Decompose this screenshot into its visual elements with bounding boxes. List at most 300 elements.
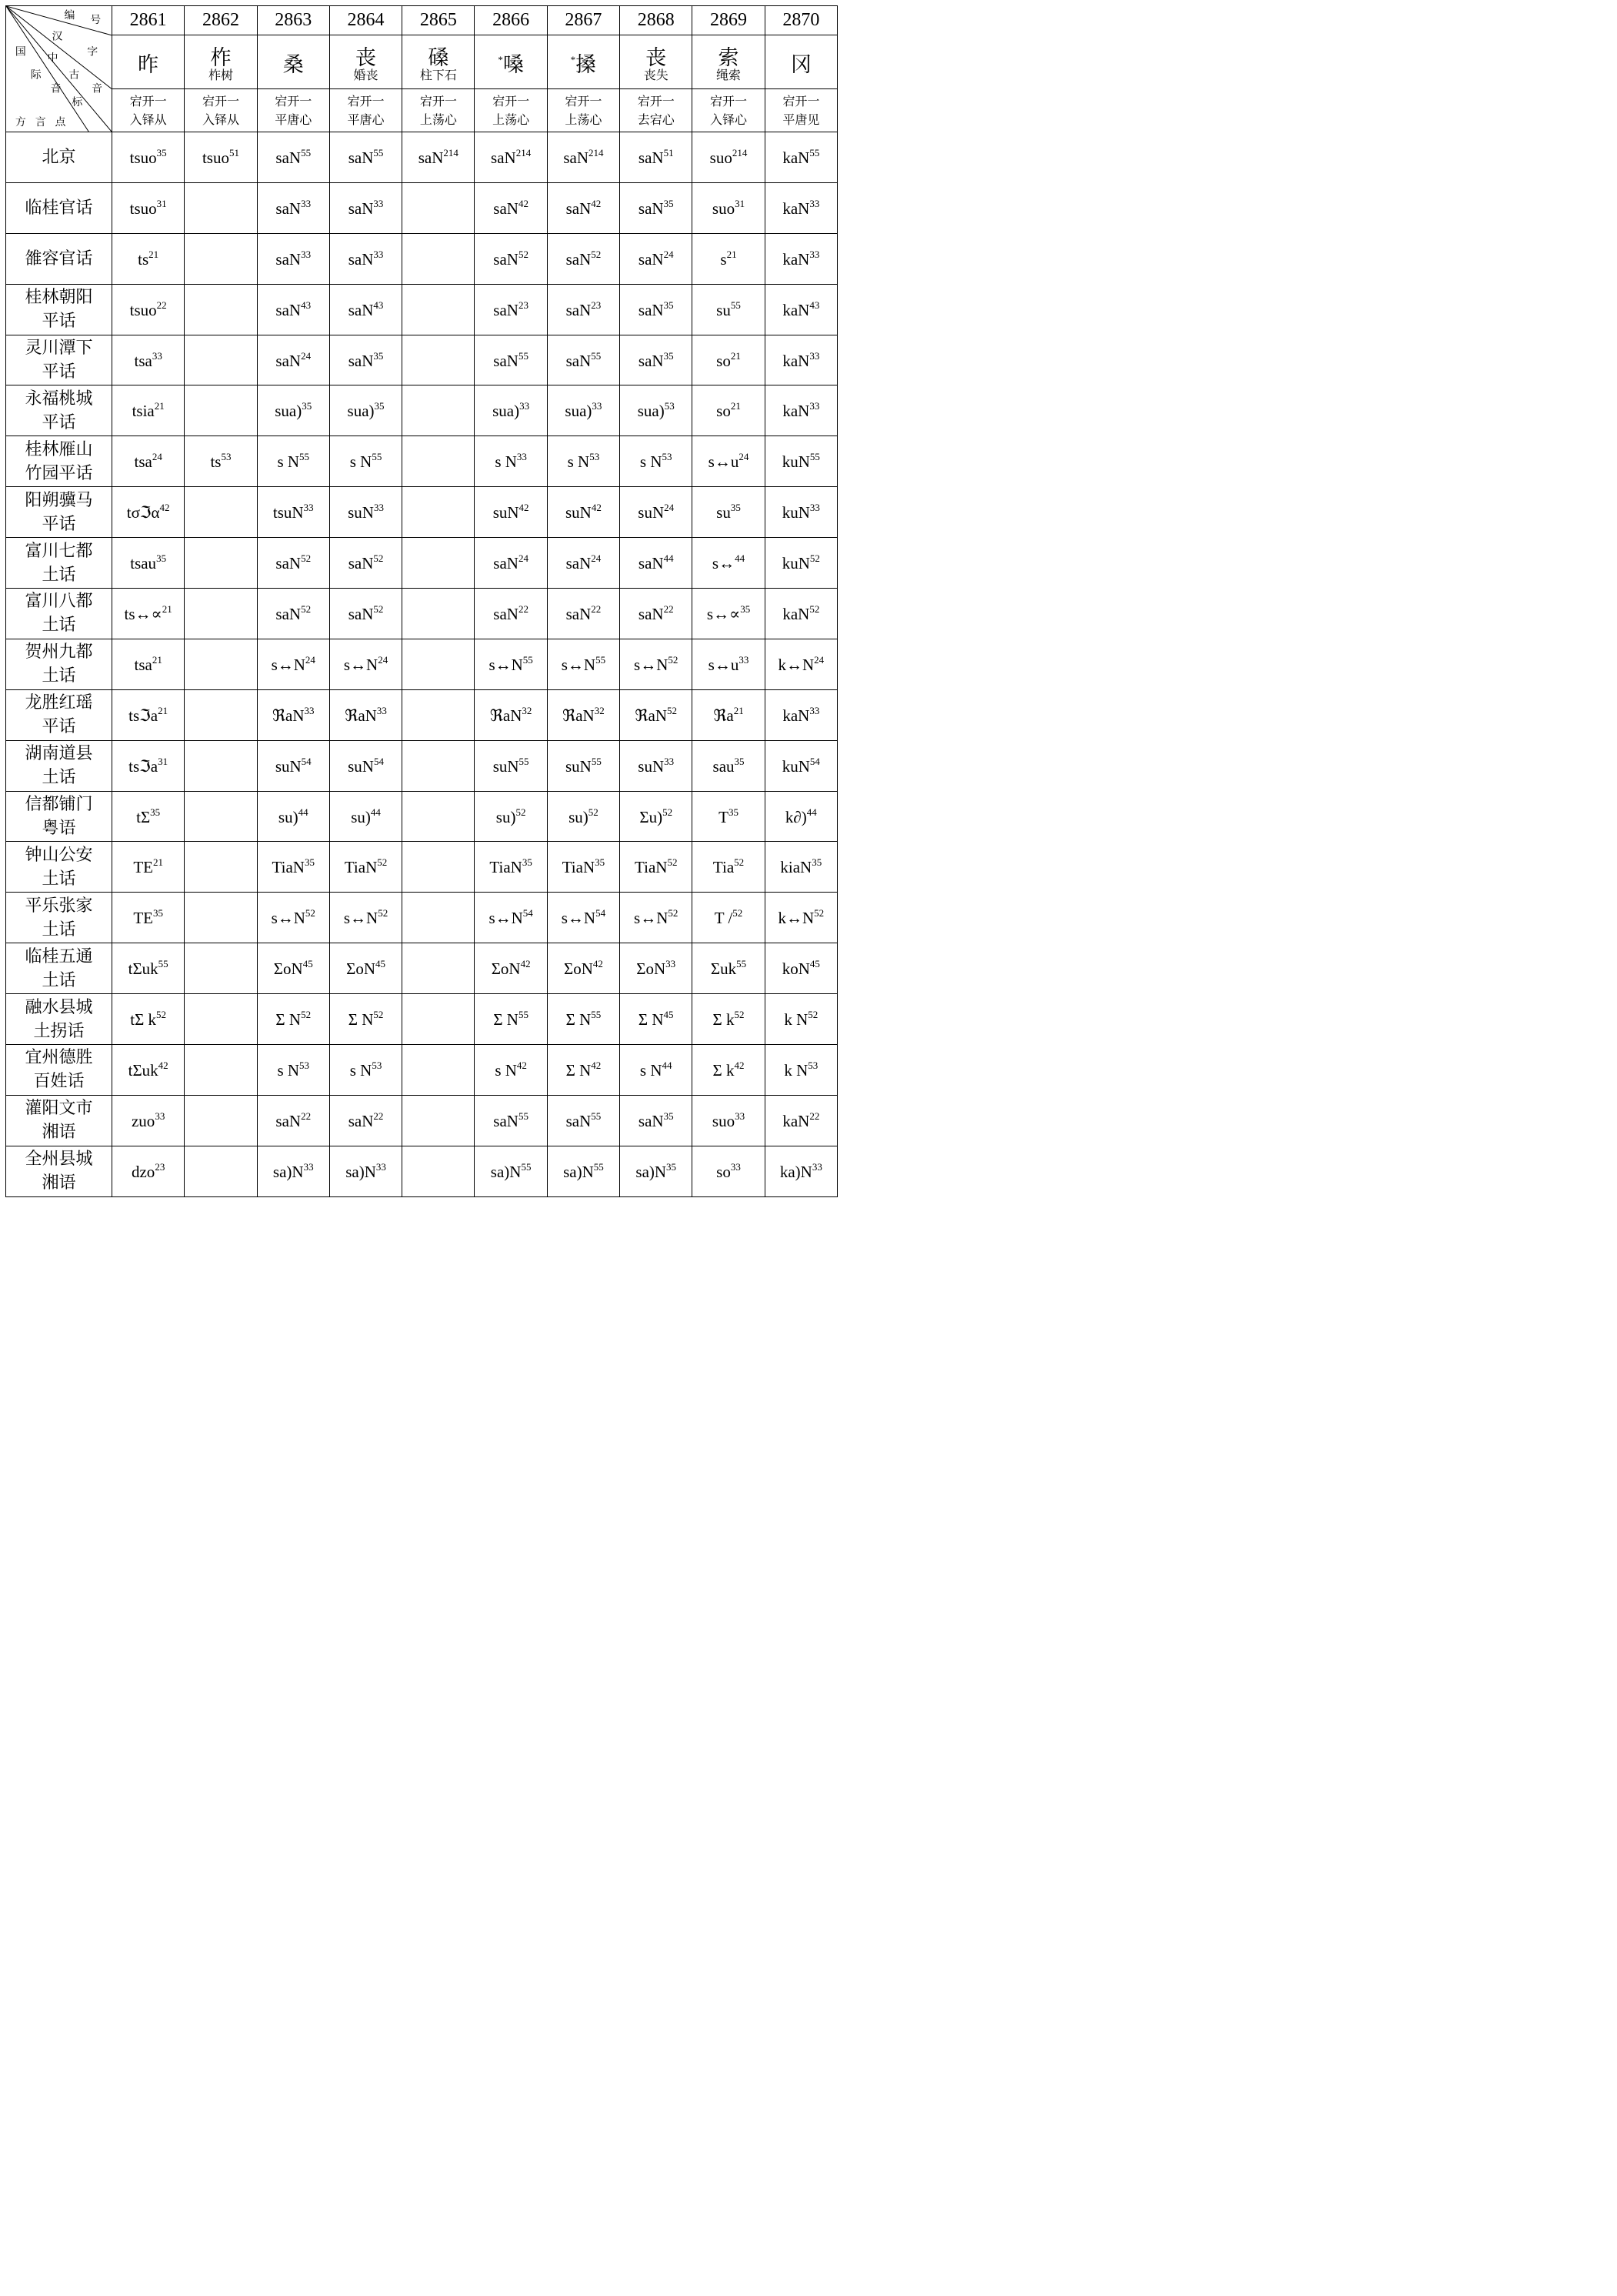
tone-number: 55 xyxy=(591,1110,602,1122)
pronunciation-cell xyxy=(765,538,837,589)
tone-number: 33 xyxy=(373,248,384,260)
pronunciation-cell xyxy=(329,385,402,436)
middle-chinese-line: 宕开一 xyxy=(565,93,602,108)
pronunciation-text: tsuo xyxy=(129,199,157,218)
middle-chinese-category xyxy=(185,89,257,132)
middle-chinese-line: 平唐见 xyxy=(782,112,820,127)
pronunciation-cell xyxy=(402,639,475,689)
pronunciation-text: saN xyxy=(493,554,518,573)
dialect-location-line: 北京 xyxy=(42,147,76,167)
pronunciation-cell xyxy=(402,284,475,335)
tone-number: 21 xyxy=(730,400,741,412)
pronunciation-cell xyxy=(475,132,547,183)
pronunciation-text: TiaN xyxy=(635,858,668,877)
tone-number: 33 xyxy=(809,248,820,260)
tone-number: 35 xyxy=(302,400,312,412)
pronunciation-text: s N xyxy=(639,1060,662,1080)
dialect-location xyxy=(6,1146,112,1196)
pronunciation-cell xyxy=(257,1045,329,1096)
pronunciation-cell xyxy=(475,182,547,233)
pronunciation-cell xyxy=(765,589,837,639)
tone-number: 55 xyxy=(591,1009,602,1021)
pronunciation-cell xyxy=(185,487,257,538)
pronunciation-cell xyxy=(402,538,475,589)
column-number-text: 2866 xyxy=(492,10,530,30)
pronunciation-cell xyxy=(185,994,257,1045)
table-row xyxy=(6,132,838,183)
pronunciation-text: kuN xyxy=(782,756,810,776)
pronunciation-cell xyxy=(475,1095,547,1146)
table-row xyxy=(6,842,838,893)
tone-number: 33 xyxy=(809,197,820,209)
tone-number: 24 xyxy=(663,248,674,260)
column-number-text: 2870 xyxy=(782,10,820,30)
character-glyph xyxy=(112,49,184,75)
middle-chinese-category xyxy=(257,89,329,132)
tone-number: 23 xyxy=(591,299,602,311)
pronunciation-cell xyxy=(402,1095,475,1146)
pronunciation-cell xyxy=(547,943,619,994)
dialect-location-line: 土话 xyxy=(42,565,76,585)
pronunciation-cell xyxy=(475,385,547,436)
pronunciation-text: suo xyxy=(712,199,735,218)
pronunciation-text: saN xyxy=(565,351,592,370)
pronunciation-cell xyxy=(112,893,185,943)
pronunciation-text: ka)N xyxy=(779,1162,812,1181)
column-number-text: 2865 xyxy=(419,10,457,30)
tone-number: 44 xyxy=(735,552,745,565)
pronunciation-text: ts xyxy=(138,249,149,269)
pronunciation-cell xyxy=(329,182,402,233)
pronunciation-cell xyxy=(620,589,692,639)
pronunciation-cell xyxy=(329,436,402,487)
corner-label: 字 xyxy=(87,45,98,58)
pronunciation-cell xyxy=(257,689,329,740)
pronunciation-text: ℜaN xyxy=(345,706,377,725)
corner-label: 编 xyxy=(64,8,75,22)
pronunciation-text: tsuo xyxy=(202,148,229,167)
table-row xyxy=(6,893,838,943)
pronunciation-cell xyxy=(185,740,257,791)
pronunciation-cell xyxy=(185,132,257,183)
dialect-location xyxy=(6,538,112,589)
pronunciation-text: suo xyxy=(712,1111,735,1130)
column-number xyxy=(620,6,692,35)
pronunciation-text: koN xyxy=(782,959,810,979)
pronunciation-text: saN xyxy=(565,1111,592,1130)
pronunciation-cell xyxy=(765,132,837,183)
corner-label: 标 xyxy=(72,96,83,109)
tone-number: 52 xyxy=(378,907,388,919)
pronunciation-cell xyxy=(692,335,765,385)
pronunciation-cell xyxy=(620,943,692,994)
pronunciation-text: so xyxy=(716,351,731,370)
tone-number: 42 xyxy=(159,502,170,514)
pronunciation-text: ΣoN xyxy=(273,959,303,979)
pronunciation-cell xyxy=(620,182,692,233)
tone-number: 53 xyxy=(299,1059,310,1071)
pronunciation-cell xyxy=(547,1095,619,1146)
tone-number: 33 xyxy=(812,1160,822,1173)
table-row xyxy=(6,436,838,487)
tone-number: 54 xyxy=(373,755,384,767)
tone-number: 22 xyxy=(663,602,674,615)
pronunciation-cell xyxy=(692,842,765,893)
tone-number: 22 xyxy=(156,299,167,311)
pronunciation-cell xyxy=(547,791,619,842)
column-number xyxy=(329,6,402,35)
pronunciation-cell xyxy=(620,639,692,689)
pronunciation-cell xyxy=(475,284,547,335)
pronunciation-text: tsau xyxy=(130,554,157,573)
pronunciation-cell xyxy=(112,589,185,639)
pronunciation-text: ΣoN xyxy=(563,959,593,979)
pronunciation-cell xyxy=(329,284,402,335)
pronunciation-text: saN xyxy=(348,604,374,623)
dialect-location xyxy=(6,436,112,487)
tone-number: 24 xyxy=(152,451,162,463)
character-text: 搡 xyxy=(575,52,597,76)
character-text: 丧 xyxy=(645,45,667,69)
pronunciation-cell xyxy=(112,994,185,1045)
tone-number: 55 xyxy=(373,146,384,159)
pronunciation-cell xyxy=(692,538,765,589)
tone-number: 33 xyxy=(155,1110,165,1122)
dialect-location-line: 湘语 xyxy=(42,1123,76,1143)
column-character xyxy=(112,35,185,89)
character-glyph xyxy=(258,49,329,75)
pronunciation-cell xyxy=(329,538,402,589)
column-number-text: 2863 xyxy=(275,10,312,30)
tone-number: 21 xyxy=(730,349,741,362)
pronunciation-cell xyxy=(547,589,619,639)
dialect-location-line: 信都铺门 xyxy=(25,795,93,815)
tone-number: 33 xyxy=(303,502,314,514)
pronunciation-cell xyxy=(475,233,547,284)
pronunciation-cell xyxy=(692,791,765,842)
middle-chinese-category xyxy=(620,89,692,132)
tone-number: 52 xyxy=(662,806,673,818)
pronunciation-cell xyxy=(112,1095,185,1146)
tone-number: 24 xyxy=(591,552,602,565)
pronunciation-text: tsa xyxy=(134,351,152,370)
pronunciation-text: su) xyxy=(351,807,371,826)
pronunciation-text: s↔N xyxy=(561,909,596,928)
pronunciation-cell xyxy=(765,182,837,233)
pronunciation-cell xyxy=(329,943,402,994)
pronunciation-cell xyxy=(547,1146,619,1196)
tone-number: 52 xyxy=(732,907,743,919)
tone-number: 35 xyxy=(666,1160,677,1173)
pronunciation-text: Σu) xyxy=(639,807,663,826)
pronunciation-cell xyxy=(547,487,619,538)
dialect-location xyxy=(6,589,112,639)
pronunciation-text: Σuk xyxy=(710,959,737,979)
column-number-text: 2862 xyxy=(202,10,239,30)
pronunciation-text: saN xyxy=(638,199,664,218)
tone-number: 214 xyxy=(443,146,458,159)
corner-label: 际 xyxy=(30,68,42,82)
tone-number: 54 xyxy=(595,907,606,919)
pronunciation-text: saN xyxy=(565,300,592,319)
pronunciation-text: saN xyxy=(275,604,302,623)
tone-number: 22 xyxy=(373,1110,384,1122)
tone-number: 33 xyxy=(664,755,675,767)
pronunciation-cell xyxy=(257,487,329,538)
pronunciation-cell xyxy=(112,233,185,284)
column-number-text: 2868 xyxy=(637,10,675,30)
pronunciation-cell xyxy=(185,639,257,689)
pronunciation-cell xyxy=(185,436,257,487)
dialect-location-line: 宜州德胜 xyxy=(25,1048,93,1068)
pronunciation-text: tΣ k xyxy=(130,1010,157,1030)
dialect-location-line: 富川八都 xyxy=(25,592,93,612)
tone-number: 24 xyxy=(518,552,528,565)
pronunciation-cell xyxy=(620,740,692,791)
pronunciation-cell xyxy=(185,893,257,943)
middle-chinese-category xyxy=(112,89,185,132)
dialect-location-line: 临桂官话 xyxy=(25,198,93,218)
character-text: 桑 xyxy=(282,52,304,76)
character-text: 丧 xyxy=(355,45,377,69)
character-glyph xyxy=(692,42,764,68)
pronunciation-cell xyxy=(329,740,402,791)
pronunciation-cell xyxy=(112,791,185,842)
tone-number: 55 xyxy=(158,958,168,970)
pronunciation-text: saN xyxy=(348,148,374,167)
corner-label: 点 xyxy=(55,116,66,129)
pronunciation-cell xyxy=(185,1045,257,1096)
tone-number: 42 xyxy=(592,958,603,970)
pronunciation-text: ℜaN xyxy=(272,706,305,725)
pronunciation-cell xyxy=(765,740,837,791)
pronunciation-cell xyxy=(402,385,475,436)
tone-number: 33 xyxy=(809,349,820,362)
pronunciation-text: zuo xyxy=(131,1111,155,1130)
pronunciation-text: kaN xyxy=(782,148,810,167)
pronunciation-text: tsa xyxy=(134,452,152,472)
tone-number: 52 xyxy=(667,704,678,716)
pronunciation-text: ℜaN xyxy=(635,706,668,725)
pronunciation-cell xyxy=(402,589,475,639)
pronunciation-text: saN xyxy=(638,249,664,269)
dialect-location xyxy=(6,182,112,233)
dialect-location-line: 平话 xyxy=(42,362,76,382)
pronunciation-cell xyxy=(475,740,547,791)
pronunciation-text: saN xyxy=(638,351,664,370)
pronunciation-text: TiaN xyxy=(272,858,305,877)
table-row xyxy=(6,1095,838,1146)
tone-number: 52 xyxy=(591,248,602,260)
middle-chinese-line: 平唐心 xyxy=(347,112,385,127)
pronunciation-text: Tia xyxy=(712,858,735,877)
tone-number: 55 xyxy=(299,451,310,463)
pronunciation-text: ΣoN xyxy=(636,959,666,979)
pronunciation-text: saN xyxy=(348,199,374,218)
dialect-location xyxy=(6,893,112,943)
tone-number: 31 xyxy=(156,197,167,209)
pronunciation-cell xyxy=(475,1045,547,1096)
tone-number: 52 xyxy=(518,248,528,260)
dialect-location xyxy=(6,1095,112,1146)
pronunciation-text: s↔u xyxy=(708,655,739,674)
column-number xyxy=(402,6,475,35)
tone-number: 33 xyxy=(735,1110,745,1122)
pronunciation-cell xyxy=(329,487,402,538)
tone-number: 52 xyxy=(305,907,315,919)
middle-chinese-category xyxy=(547,89,619,132)
tone-number: 31 xyxy=(158,755,168,767)
pronunciation-text: k↔N xyxy=(778,655,815,674)
tone-number: 55 xyxy=(518,1009,528,1021)
tone-number: 35 xyxy=(730,502,741,514)
table-row xyxy=(6,791,838,842)
pronunciation-text: saN xyxy=(493,351,518,370)
pronunciation-text: s↔ xyxy=(712,554,735,573)
corner-label: 古 xyxy=(68,68,80,82)
pronunciation-cell xyxy=(185,1095,257,1146)
pronunciation-text: ℜa xyxy=(713,706,734,725)
tone-number: 33 xyxy=(665,958,676,970)
pronunciation-text: Σ N xyxy=(565,1060,592,1080)
pronunciation-cell xyxy=(112,1146,185,1196)
dialect-location xyxy=(6,284,112,335)
pronunciation-cell xyxy=(692,233,765,284)
tone-number: 35 xyxy=(812,856,822,869)
tone-number: 33 xyxy=(375,1160,386,1173)
tone-number: 52 xyxy=(667,856,678,869)
tone-number: 42 xyxy=(158,1059,168,1071)
pronunciation-cell xyxy=(185,689,257,740)
pronunciation-cell xyxy=(547,385,619,436)
pronunciation-cell xyxy=(112,639,185,689)
middle-chinese-line: 入铎从 xyxy=(202,112,239,127)
character-gloss: 柞树 xyxy=(208,67,233,82)
tone-number: 21 xyxy=(152,653,162,666)
middle-chinese-category xyxy=(329,89,402,132)
pronunciation-cell xyxy=(620,1095,692,1146)
pronunciation-text: suN xyxy=(348,756,374,776)
pronunciation-text: s N xyxy=(349,1060,372,1080)
pronunciation-cell xyxy=(257,1095,329,1146)
dialect-location-line: 土话 xyxy=(42,616,76,636)
character-glyph xyxy=(548,49,619,75)
pronunciation-cell xyxy=(257,842,329,893)
middle-chinese-line: 宕开一 xyxy=(419,93,457,108)
tone-number: 44 xyxy=(298,806,308,818)
pronunciation-cell xyxy=(257,284,329,335)
tone-number: 52 xyxy=(588,806,598,818)
pronunciation-text: saN xyxy=(638,300,664,319)
pronunciation-text: ℜaN xyxy=(489,706,522,725)
tone-number: 45 xyxy=(375,958,385,970)
tone-number: 33 xyxy=(303,1160,314,1173)
pronunciation-cell xyxy=(765,335,837,385)
pronunciation-text: saN xyxy=(638,1111,664,1130)
tone-number: 21 xyxy=(162,602,172,615)
tone-number: 24 xyxy=(305,653,315,666)
pronunciation-text: saN xyxy=(563,148,589,167)
pronunciation-text: sa)N xyxy=(272,1162,304,1181)
pronunciation-cell xyxy=(257,589,329,639)
pronunciation-text: s↔N xyxy=(271,909,305,928)
pronunciation-cell xyxy=(547,893,619,943)
pronunciation-cell xyxy=(475,538,547,589)
tone-number: 52 xyxy=(515,806,526,818)
tone-number: 54 xyxy=(809,755,820,767)
pronunciation-text: su) xyxy=(495,807,516,826)
dialect-location xyxy=(6,1045,112,1096)
pronunciation-cell xyxy=(547,182,619,233)
column-number-text: 2861 xyxy=(129,10,167,30)
tone-number: 54 xyxy=(301,755,312,767)
pronunciation-cell xyxy=(620,842,692,893)
corner-diagonal-lines xyxy=(6,6,112,132)
pronunciation-cell xyxy=(547,1045,619,1096)
tone-number: 31 xyxy=(735,197,745,209)
tone-number: 24 xyxy=(738,451,749,463)
pronunciation-text: tsuo xyxy=(129,148,157,167)
pronunciation-text: kaN xyxy=(782,1111,810,1130)
pronunciation-text: tsℑa xyxy=(128,756,158,776)
pronunciation-cell xyxy=(765,1095,837,1146)
tone-number: 214 xyxy=(515,146,532,159)
pronunciation-cell xyxy=(692,182,765,233)
tone-number: 21 xyxy=(154,400,165,412)
tone-number: 44 xyxy=(806,806,817,818)
pronunciation-cell xyxy=(765,1146,837,1196)
pronunciation-cell xyxy=(547,639,619,689)
pronunciation-text: s N xyxy=(639,452,662,472)
corner-label: 方 xyxy=(15,116,26,129)
tone-number: 42 xyxy=(516,1059,527,1071)
dialect-location-line: 湖南道县 xyxy=(25,744,93,764)
dialect-location-line: 土话 xyxy=(42,919,76,939)
pronunciation-cell xyxy=(329,842,402,893)
pronunciation-text: kaN xyxy=(782,300,810,319)
tone-number: 44 xyxy=(663,552,674,565)
pronunciation-cell xyxy=(620,994,692,1045)
pronunciation-cell xyxy=(692,487,765,538)
character-text: 磉 xyxy=(428,45,449,69)
pronunciation-cell xyxy=(765,943,837,994)
pronunciation-text: k↔N xyxy=(778,909,815,928)
pronunciation-cell xyxy=(547,538,619,589)
tone-number: 52 xyxy=(809,552,820,565)
column-number-text: 2864 xyxy=(347,10,385,30)
pronunciation-text: saN xyxy=(348,249,374,269)
table-row xyxy=(6,943,838,994)
table-row xyxy=(6,385,838,436)
pronunciation-cell xyxy=(112,689,185,740)
pronunciation-cell xyxy=(402,740,475,791)
tone-number: 42 xyxy=(591,502,602,514)
pronunciation-cell xyxy=(547,689,619,740)
asterisk-marker: * xyxy=(570,53,576,65)
middle-chinese-category xyxy=(475,89,547,132)
pronunciation-cell xyxy=(112,436,185,487)
pronunciation-text: tσℑα xyxy=(126,503,160,522)
pronunciation-cell xyxy=(257,639,329,689)
pronunciation-text: saN xyxy=(275,199,302,218)
pronunciation-cell xyxy=(402,689,475,740)
tone-number: 35 xyxy=(374,400,385,412)
pronunciation-cell xyxy=(475,842,547,893)
pronunciation-cell xyxy=(475,994,547,1045)
pronunciation-cell xyxy=(185,589,257,639)
tone-number: 52 xyxy=(301,602,312,615)
pronunciation-cell xyxy=(257,538,329,589)
